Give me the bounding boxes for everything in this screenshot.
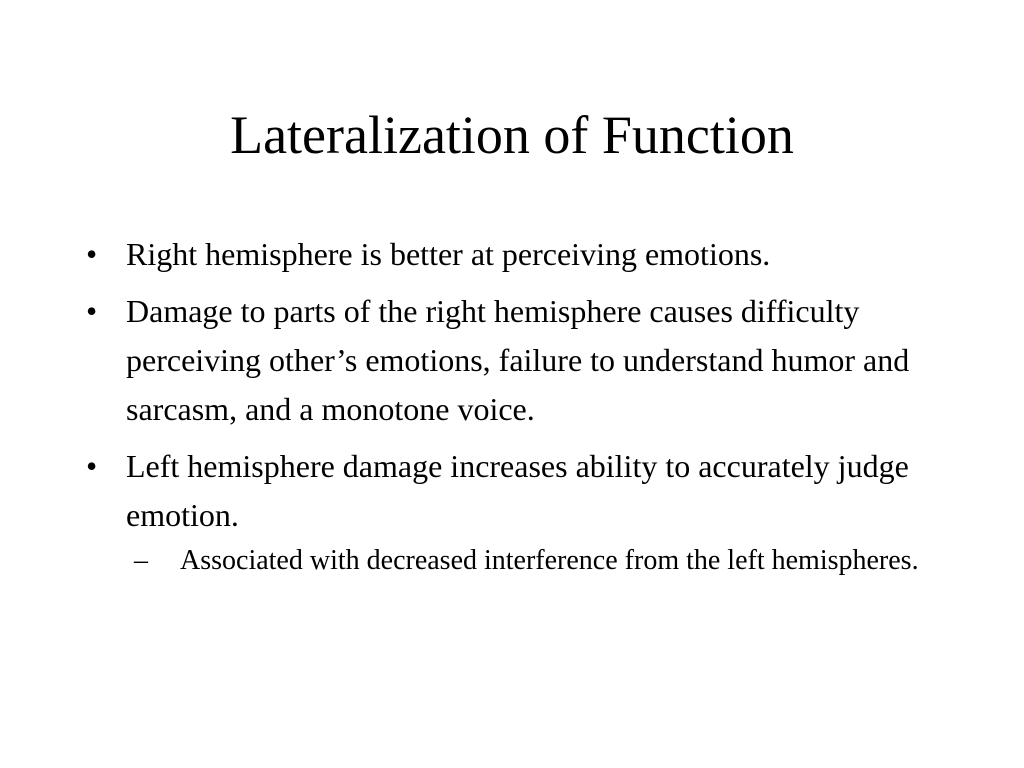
bullet-item [86, 442, 946, 582]
bullet-marker: • [86, 236, 98, 272]
sub-bullet-list [126, 540, 946, 582]
bullet-marker: • [86, 448, 98, 484]
bullet-item [86, 287, 946, 434]
bullet-list [86, 230, 946, 590]
sub-bullet-marker: – [134, 545, 148, 576]
bullet-text: Left hemisphere damage increases ability to accurately judge emotion. [126, 448, 909, 533]
bullet-item [86, 230, 946, 279]
bullet-text: Damage to parts of the right hemisphere causes difficulty perceiving other’s emotions, failure to understand humor and sarcasm, and a monotone voice. [126, 293, 910, 427]
slide-title: Lateralization of Function [230, 105, 794, 165]
bullet-text: Right hemisphere is better at perceiving emotions. [126, 236, 771, 272]
bullet-marker: • [86, 293, 98, 329]
sub-bullet-item [134, 540, 946, 582]
sub-bullet-text: Associated with decreased interference from the left hemispheres. [180, 545, 919, 576]
